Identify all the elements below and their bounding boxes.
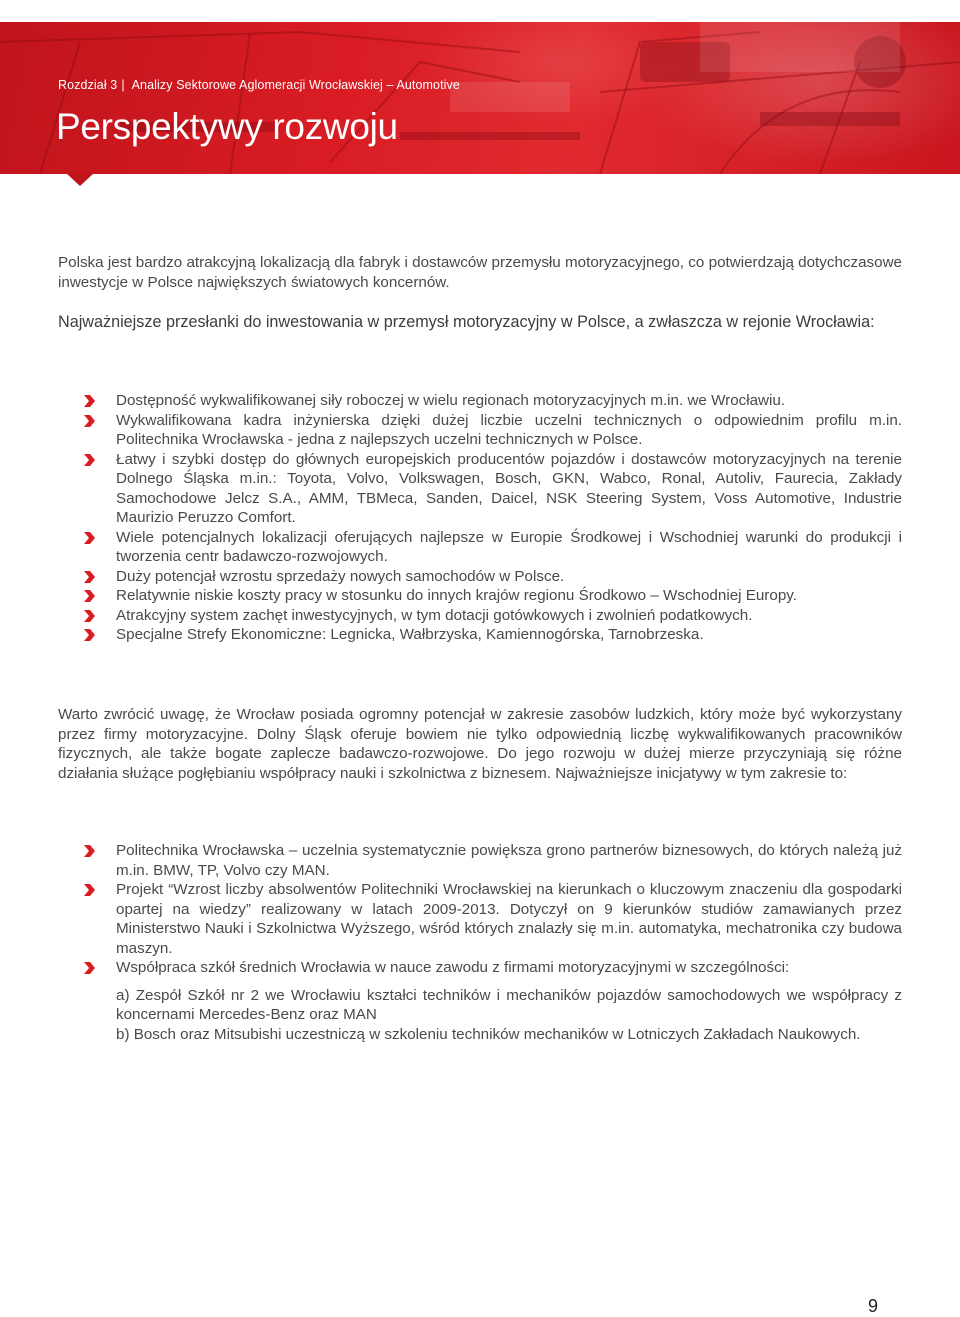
lead-section	[58, 312, 902, 332]
cooperation-item-b: b) Bosch oraz Mitsubishi uczestniczą w szkoleniu techników mechaników w Lotniczych Zakładach Naukowych.	[116, 1025, 861, 1043]
list-item: Wykwalifikowana kadra inżynierska dzięki dużej liczbie uczelni technicznych o odpowiednim profilu m.in. Politechnika Wrocławska - jedna z najlepszych uczelni technicznych w Polsce.	[58, 411, 902, 450]
list-item: Projekt “Wzrost liczby absolwentów Politechniki Wrocławskiej na kierunkach o kluczowym znaczeniu dla gospodarki opartej na wiedzy” realizowany w latach 2009-2013. Dotyczył on 9 kierunków studiów zamawianych przez Ministerstwo Nauki i Szkolnictwa Wyższego, wśród których znalazły się m.in. automatyka, mechatronika czy budowa maszyn.	[58, 880, 902, 958]
initiatives-list	[58, 841, 902, 978]
list-item: Relatywnie niskie koszty pracy w stosunku do innych krajów regionu Środkowo – Wschodniej Europy.	[58, 586, 902, 606]
intro-paragraph: Polska jest bardzo atrakcyjną lokalizacją dla fabryk i dostawców przemysłu motoryzacyjnego, co potwierdzają dotychczasowe inwestycje w Polsce największych światowych koncernów.	[58, 254, 902, 291]
body-paragraph: Warto zwrócić uwagę, że Wrocław posiada ogromny potencjał w zakresie zasobów ludzkich, który może być wykorzystany przez firmy motoryzacyjne. Dolny Śląsk oferuje bowiem nie tylko odpowiednią liczbę wykwalifikowanych pracowników fizycznych, ale także bogate zaplecze badawczo-rozwojowe. Do jego rozwoju w dużej mierze przyczyniają się różne działania służące pogłębianiu współpracy nauki i szkolnictwa z biznesem. Najważniejsze inicjatywy w tym zakresie to:	[58, 706, 902, 782]
header-banner	[0, 22, 960, 174]
cooperation-item-a: a) Zespół Szkół nr 2 we Wrocławiu kształci techników i mechaników pojazdów samochodowych we współpracy z koncernami Mercedes-Benz oraz MAN	[116, 986, 902, 1023]
list-item: Atrakcyjny system zachęt inwestycyjnych, w tym dotacji gotówkowych i zwolnień podatkowych.	[58, 606, 902, 626]
chevron-right-icon	[82, 628, 96, 642]
banner-pointer-triangle	[66, 173, 94, 186]
reasons-list	[58, 391, 902, 645]
banner-background-image	[0, 22, 960, 174]
reasons-section	[58, 391, 902, 645]
chevron-right-icon	[82, 394, 96, 408]
chevron-right-icon	[82, 609, 96, 623]
breadcrumb	[58, 78, 460, 92]
chevron-right-icon	[82, 961, 96, 975]
list-item: Specjalne Strefy Ekonomiczne: Legnicka, Wałbrzyska, Kamiennogórska, Tarnobrzeska.	[58, 625, 902, 645]
breadcrumb-separator: |	[121, 78, 125, 92]
initiatives-section	[58, 841, 902, 1044]
body-section	[58, 705, 902, 783]
intro-section	[58, 253, 902, 292]
chevron-right-icon	[82, 531, 96, 545]
list-item: Duży potencjał wzrostu sprzedaży nowych samochodów w Polsce.	[58, 567, 902, 587]
chapter-label: Rozdział 3	[58, 78, 118, 92]
list-item: Współpraca szkół średnich Wrocławia w nauce zawodu z firmami motoryzacyjnymi w szczególności:	[58, 958, 902, 978]
chevron-right-icon	[82, 414, 96, 428]
page-title: Perspektywy rozwoju	[56, 106, 398, 147]
page-number: 9	[868, 1296, 879, 1316]
list-item: Dostępność wykwalifikowanej siły roboczej w wielu regionach motoryzacyjnych m.in. we Wrocławiu.	[58, 391, 902, 411]
chevron-right-icon	[82, 844, 96, 858]
chevron-right-icon	[82, 883, 96, 897]
list-item: Wiele potencjalnych lokalizacji oferujących najlepsze w Europie Środkowej i Wschodniej warunki do produkcji i tworzenia centr badawczo-rozwojowych.	[58, 528, 902, 567]
section-label: Analizy Sektorowe Aglomeracji Wrocławskiej – Automotive	[131, 78, 460, 92]
chevron-right-icon	[82, 589, 96, 603]
list-item: Politechnika Wrocławska – uczelnia systematycznie powiększa grono partnerów biznesowych, do których należą już m.in. BMW, TP, Volvo czy MAN.	[58, 841, 902, 880]
chevron-right-icon	[82, 570, 96, 584]
list-item: Łatwy i szybki dostęp do głównych europejskich producentów pojazdów i dostawców motoryzacyjnych na terenie Dolnego Śląska m.in.: Toyota, Volvo, Volkswagen, Bosch, GKN, Wabco, Ronal, Autoliv, Faurecia, Zakłady Samochodowe Jelcz S.A., AMM, TBMeca, Sanden, Daicel, NSK Steering System, Voss Automotive, Industrie Maurizio Peruzzo Comfort.	[58, 450, 902, 528]
chevron-right-icon	[82, 453, 96, 467]
lead-paragraph: Najważniejsze przesłanki do inwestowania w przemysł motoryzacyjny w Polsce, a zwłaszcza w rejonie Wrocławia:	[58, 313, 875, 331]
